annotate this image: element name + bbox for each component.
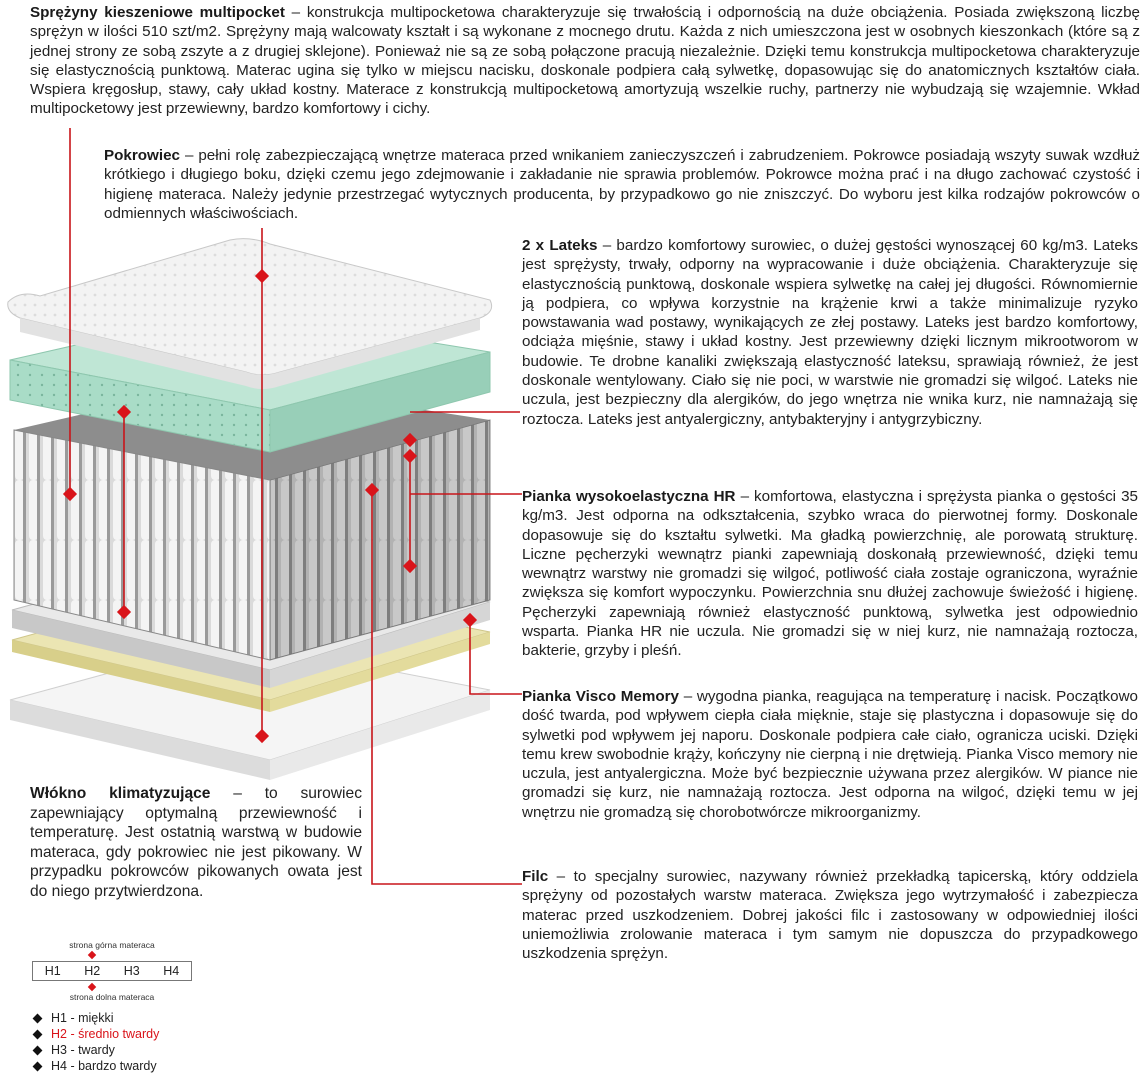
diamond-icon [33, 1013, 43, 1023]
latex-description [522, 236, 1138, 429]
springs-title: Sprężyny kieszeniowe multipocket [30, 4, 285, 21]
visco-text: – wygodna pianka, reagująca na temperaturę i nacisk. Początkowo dość twarda, pod wpływem ciepła ciała mięknie, staje się plastyczna i dopasowuje się do sylwetki pod wpływem jej naporu. Doskonale podpiera całe ciało, ogranicza uciski. Dzięki temu krew swobodnie krąży, kończyny nie cierpną i nie drętwieją. Pianka Visco memory nie uczula, jest antyalergiczna. Może być bezpiecznie używana przez alergików. W piance nie gromadzi się kurz, nie namnażają roztocza. Jest odporna na wilgoć, dzięki temu w jej wnętrzu nie gromadzą się chorobotwórcze mikroorganizmy. [522, 688, 1139, 821]
cover-description [104, 146, 1140, 223]
hardness-legend [34, 1010, 159, 1074]
visco-description [522, 687, 1138, 822]
felt-text: – to specjalny surowiec, nazywany również przekładką tapicerską, który oddziela sprężyny od pozostałych warstw materaca. Zwiększa jego wytrzymałość i zabezpiecza materac przed uszkodzeniem. Dobrej jakości filc i zastosowany w odpowiedniej ilości uniemożliwia zrolowanie materaca i tym samym nie dopuszcza do przypadkowego uszkodzenia sprężyn. [522, 868, 1138, 963]
hardness-level: H2 [84, 964, 101, 978]
cover-title: Pokrowiec [104, 147, 180, 164]
top-side-marker [88, 951, 96, 959]
diamond-icon [33, 1029, 43, 1039]
springs-text: – konstrukcja multipocketowa charakteryzuje się trwałością i odpornością na duże obciążenia. Posiada zwiększoną liczbę sprężyn w ilości 510 szt/m2. Sprężyny mają walcowaty kształt i są wykonane z mocnego drutu. Każda z nich umieszczona jest w osobnych kieszonkach (które są z jednej strony ze sobą zszyte a z drugiej sklejone). Ponieważ nie są ze sobą połączone pracują niezależnie. Dzięki temu konstrukcja multipocketowa charakteryzuje się elastycznością punktową. Materac ugina się tylko w miejscu nacisku, doskonale podpiera całą sylwetkę, dopasowując się do anatomicznych kształtów ciała. Wspiera kręgosłup, stawy, cały układ kostny. Materace z konstrukcją multipocketową amortyzują wszelkie ruchy, partnerzy nie wybudzają się wzajemnie. Wkład multipocketowy jest przewiewny, bardzo komfortowy i cichy. [30, 4, 1140, 118]
fiber-title: Włókno klimatyzujące [30, 785, 211, 802]
top-side-caption: strona górna materaca [69, 940, 155, 950]
bottom-side-caption: strona dolna materaca [69, 992, 155, 1002]
legend-item: H3 - twardy [34, 1042, 159, 1058]
springs-description [30, 3, 1140, 119]
hardness-levels [32, 961, 192, 981]
hardness-scale [32, 940, 192, 1002]
hr-foam-description [522, 487, 1138, 661]
hardness-level: H3 [123, 964, 140, 978]
latex-title: 2 x Lateks [522, 237, 598, 254]
felt-title: Filc [522, 868, 549, 885]
bottom-side-marker [88, 983, 96, 991]
diamond-icon [33, 1045, 43, 1055]
latex-text: – bardzo komfortowy surowiec, o dużej gęstości wynoszącej 60 kg/m3. Lateks jest sprężysty, trwały, odporny na wypracowanie i duże obciążenia. Charakteryzuje się elastycznością punktową, doskonale wspiera sylwetkę na całej jej długości. Równomiernie ją podpiera, co wpływa korzystnie na krążenie krwi a także minimalizuje ryzyko powstawania wad postawy, wynikających ze złej postawy. Lateks jest bardzo komfortowy, odciąża mięśnie, stawy i układ kostny. Jest przewiewny dzięki licznym mikrootworom w budowie. Te drobne kanaliki zwiększają elastyczność lateksu, sprawiają również, że jest doskonale wentylowany. Ciało się nie poci, w warstwie nie gromadzi się wilgoć. Lateks nie uczula, jest bezpieczny dla alergików, do jego wnętrza nie wnika kurz, nie namnażają się roztocza. Lateks jest antyalergiczny, antybakteryjny i antygrzybiczny. [522, 237, 1138, 428]
legend-item-selected: H2 - średnio twardy [34, 1026, 159, 1042]
felt-description [522, 867, 1138, 963]
fiber-description [30, 784, 362, 902]
legend-item: H4 - bardzo twardy [34, 1058, 159, 1074]
hr-title: Pianka wysokoelastyczna HR [522, 488, 736, 505]
fiber-text: – to surowiec zapewniający optymalną przewiewność i temperaturę. Jest ostatnią warstwą w budowie materaca, gdy pokrowiec nie jest pikowany. W przypadku pokrowców pikowanych owata jest do niego przytwierdzona. [30, 785, 362, 900]
hr-text: – komfortowa, elastyczna i sprężysta pianka o gęstości 35 kg/m3. Jest odporna na odkształcenia, szybko wraca do pierwotnej formy. Doskonale dopasowuje się do kształtu sylwetki. Ma gładką powierzchnię, ale porowatą strukturę. Liczne pęcherzyki wewnątrz pianki zapewniają doskonałą przewiewność, dzięki temu wewnątrz warstwy nie gromadzi się wilgoć, potliwość ciała zostaje ograniczona, wyraźnie zwiększa się komfort wypoczynku. Powierzchnia snu dłużej zachowuje świeżość i higienę. Pęcherzyki zapewniają również elastyczność punktową, sylwetka jest odpowiednio wsparta. Pianka HR nie uczula. Nie gromadzi się w niej kurz, nie namnażają roztocza, bakterie, grzyby i pleśń. [522, 488, 1138, 660]
diamond-icon [33, 1061, 43, 1071]
cover-text: – pełni rolę zabezpieczającą wnętrze materaca przed wnikaniem zanieczyszczeń i zabrudzeniem. Pokrowce posiadają wszyty suwak wzdłuż krótkiego i długiego boku, dzięki czemu jego zdejmowanie i zakładanie nie sprawia problemów. Pokrowce można prać i na długo zachować czystość i higienę materaca. Należy jedynie przestrzegać wytycznych producenta, by przypadkowo go nie zniszczyć. Do wyboru jest kilka rodzajów pokrowców o odmiennych właściwościach. [104, 147, 1140, 222]
hardness-level: H4 [163, 964, 180, 978]
legend-item: H1 - miękki [34, 1010, 159, 1026]
visco-title: Pianka Visco Memory [522, 688, 679, 705]
hardness-level: H1 [44, 964, 61, 978]
